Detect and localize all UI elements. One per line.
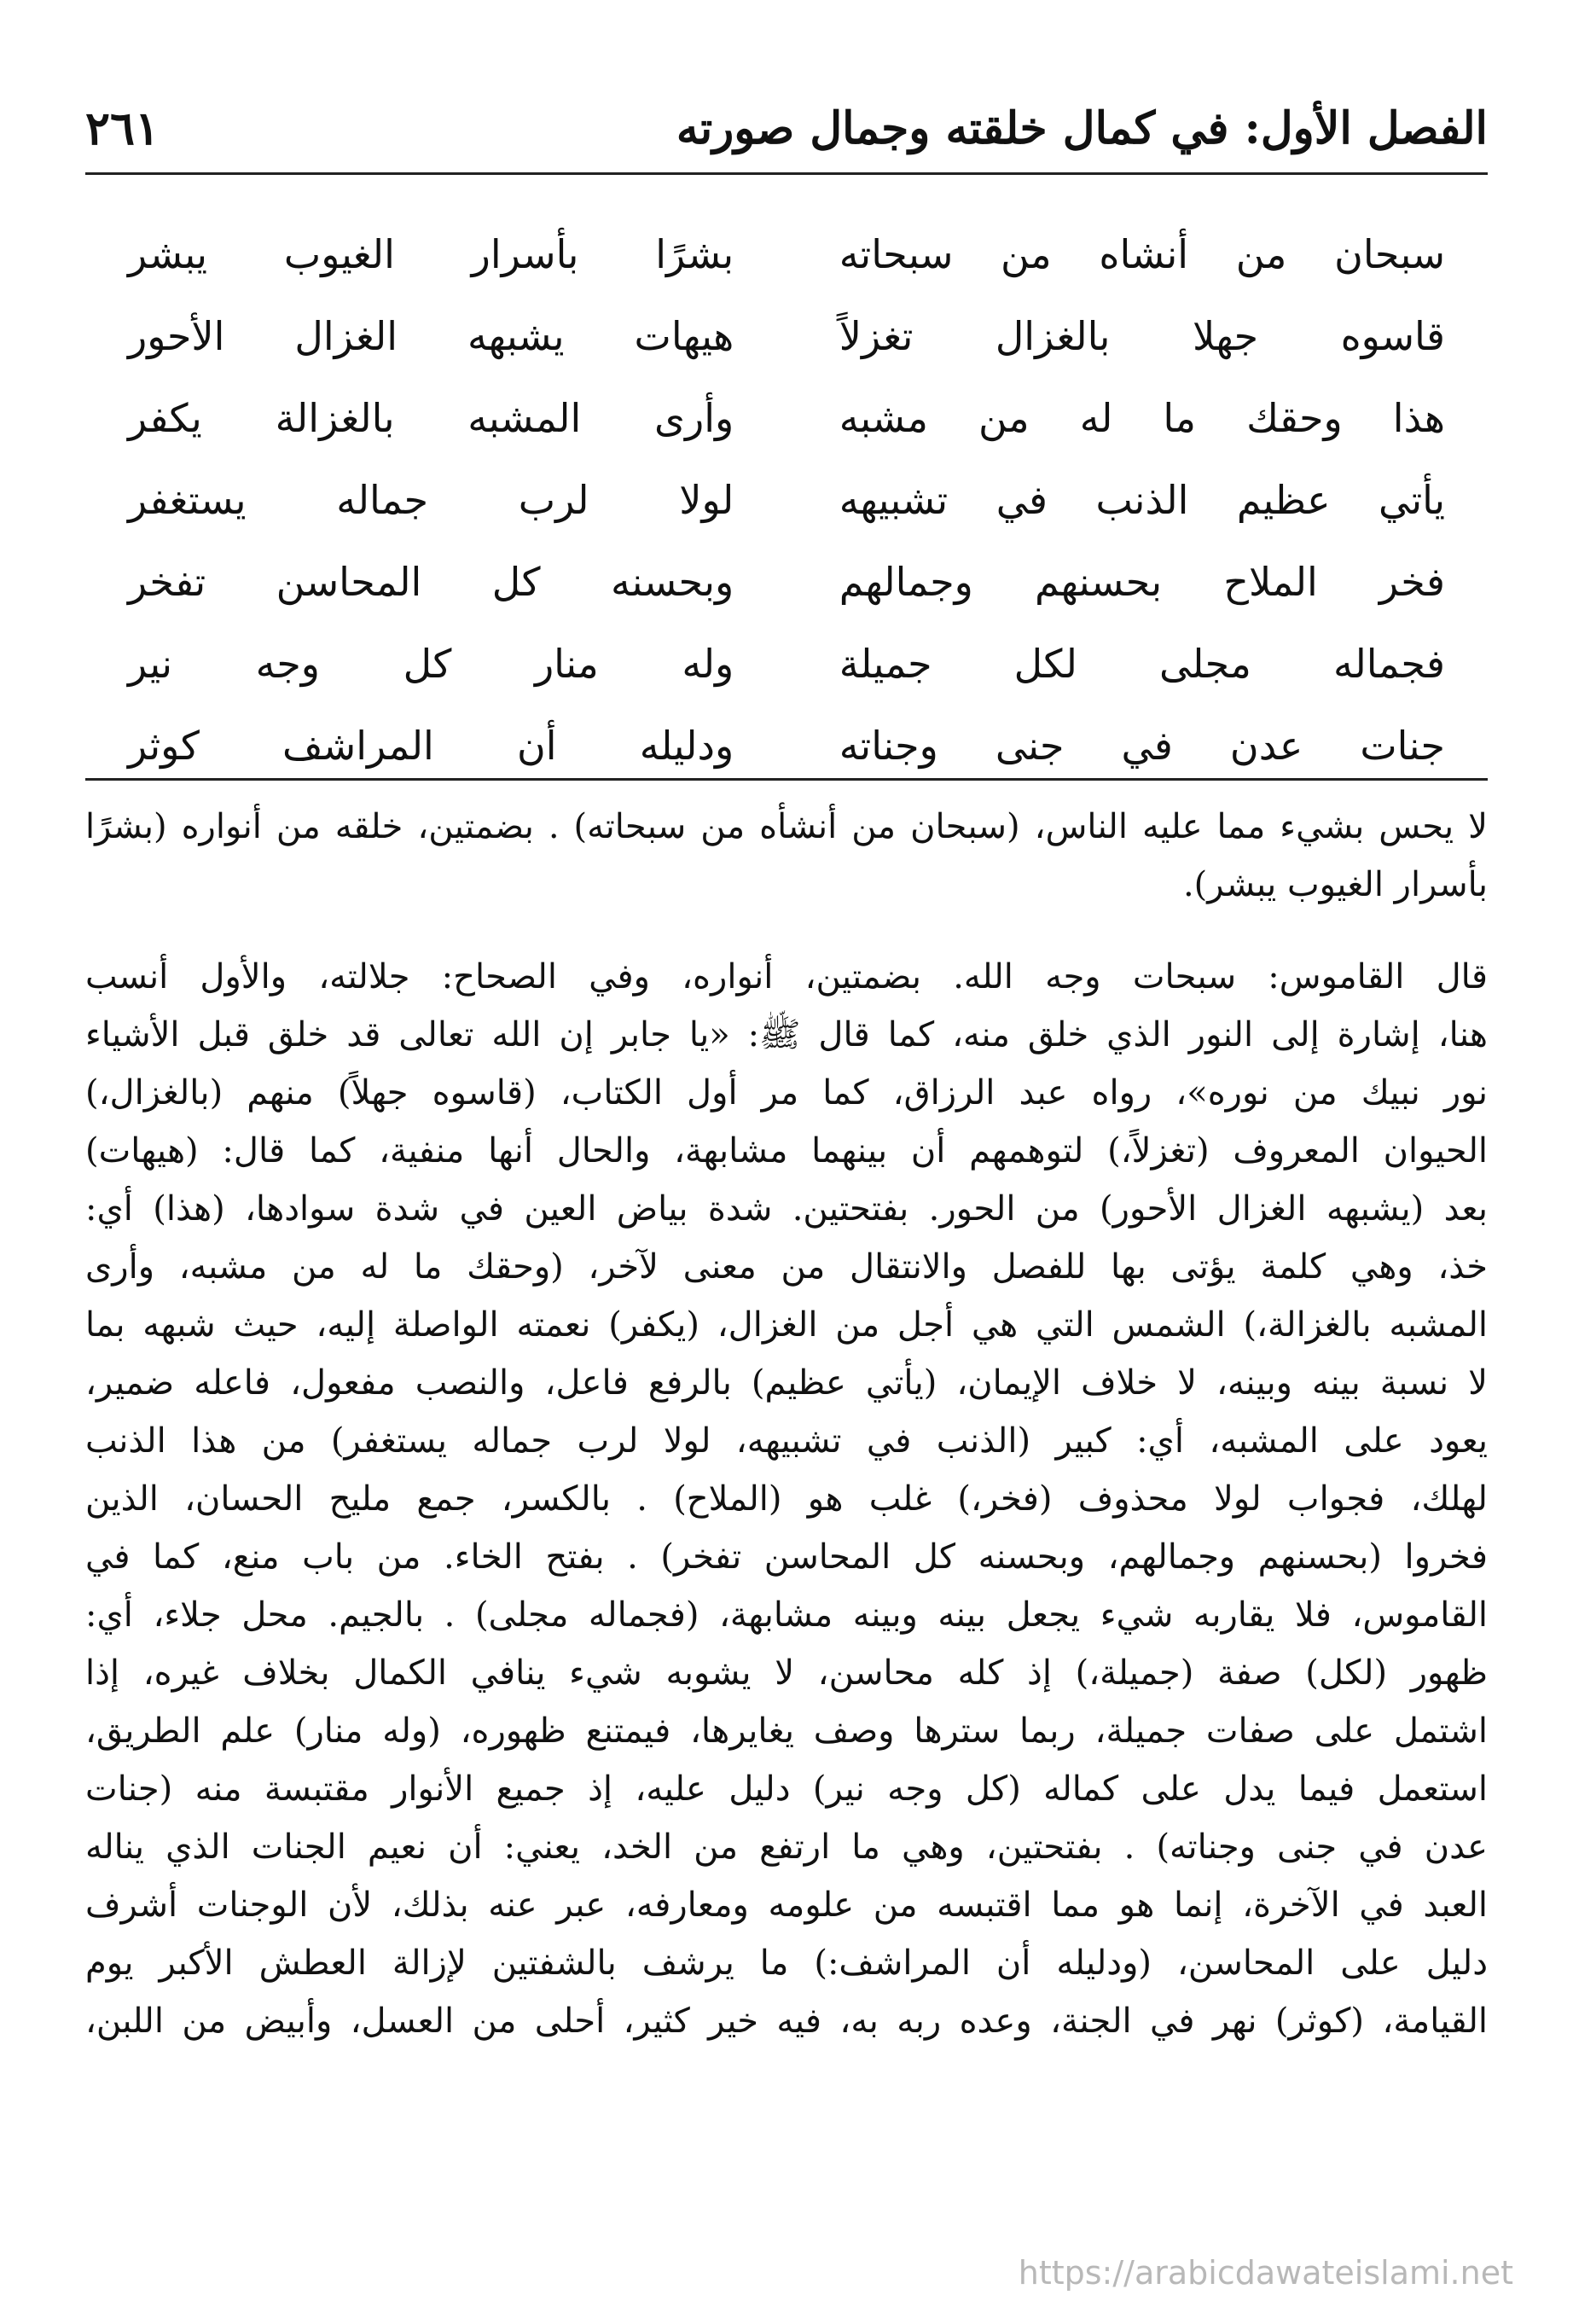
page-number: ٢٦١	[85, 101, 160, 155]
verse-second-hemistich: هيهات يشبهه الغزال الأحور	[128, 313, 734, 359]
verse-first-hemistich: يأتي عظيم الذنب في تشبيهه	[839, 477, 1445, 523]
text-line: دليل على المحاسن، (ودليله أن المراشف:) ما يرشف بالشفتين لإزالة العطش الأكبر يوم	[85, 1943, 1488, 1983]
poem-verse	[128, 213, 1445, 295]
poem-verse	[128, 541, 1445, 623]
text-line: بأسرار الغيوب يبشر).	[1182, 865, 1488, 904]
verse-second-hemistich: ودليله أن المراشف كوثر	[128, 723, 734, 769]
poem-verse	[128, 377, 1445, 459]
verse-second-hemistich: وبحسنه كل المحاسن تفخر	[128, 559, 734, 605]
separator-rule	[85, 778, 1488, 781]
poem	[128, 213, 1445, 787]
text-line: القيامة، (كوثر) نهر في الجنة، وعده ربه به، فيه خير كثير، أحلى من العسل، وأبيض من اللبن،	[85, 2002, 1488, 2041]
text-line: المشبه بالغزالة،) الشمس التي هي أجل من الغزال، (يكفر) نعمته الواصلة إليه، حيث شبهه بما	[85, 1305, 1488, 1345]
verse-first-hemistich: هذا وحقك ما له من مشبه	[839, 395, 1445, 441]
text-line: ظهور (لكل) صفة (جميلة،) إذ كله محاسن، لا يشوبه شيء ينافي الكمال بخلاف غيره، إذا	[85, 1653, 1488, 1693]
text-line: يعود على المشبه، أي: كبير (الذنب في تشبيهه، لولا لرب جماله يستغفر) من هذا الذنب	[85, 1421, 1488, 1461]
header-rule	[85, 172, 1488, 175]
verse-first-hemistich: قاسوه جهلا بالغزال تغزلاً	[839, 313, 1445, 359]
verse-first-hemistich: سبحان من أنشاه من سبحاته	[839, 231, 1445, 277]
commentary	[85, 798, 1488, 2050]
text-line: نور نبيك من نوره»، رواه عبد الرزاق، كما مر أول الكتاب، (قاسوه جهلاً) منهم (بالغزال،)	[85, 1073, 1488, 1113]
text-line: استعمل فيما يدل على كماله (كل وجه نير) دليل عليه، إذ جميع الأنوار مقتبسة منه (جنات	[85, 1769, 1488, 1809]
poem-verse	[128, 295, 1445, 377]
text-line: قال القاموس: سبحات وجه الله. بضمتين، أنواره، وفي الصحاح: جلالته، والأول أنسب	[85, 957, 1488, 996]
poem-verse	[128, 459, 1445, 541]
text-line: اشتمل على صفات جميلة، ربما سترها وصف يغايرها، فيمتنع ظهوره، (وله منار) علم الطريق،	[85, 1711, 1488, 1751]
text-line: العبد في الآخرة، إنما هو مما اقتبسه من علومه ومعارفه، عبر عنه بذلك، لأن الوجنات أشرف	[85, 1885, 1488, 1925]
verse-first-hemistich: فخر الملاح بحسنهم وجمالهم	[839, 559, 1445, 605]
page-header	[85, 90, 1488, 166]
commentary-paragraph	[85, 798, 1488, 914]
verse-first-hemistich: جنات عدن في جنى وجناته	[839, 723, 1445, 769]
text-line: خذ، وهي كلمة يؤتى بها للفصل والانتقال من معنى لآخر، (وحقك ما له من مشبه، وأرى	[85, 1247, 1488, 1287]
verse-second-hemistich: وله منار كل وجه نير	[128, 641, 734, 687]
verse-first-hemistich: فجماله مجلى لكل جميلة	[839, 641, 1445, 687]
verse-second-hemistich: لولا لرب جماله يستغفر	[128, 477, 734, 523]
text-line: الحيوان المعروف (تغزلاً،) لتوهمهم أن بينهما مشابهة، والحال أنها منفية، كما قال: (هيهات)	[85, 1131, 1488, 1171]
text-line: لهلك، فجواب لولا محذوف (فخر،) غلب هو (الملاح) . بالكسر، جمع مليح الحسان، الذين	[85, 1479, 1488, 1519]
text-line: القاموس، فلا يقاربه شيء يجعل بينه وبينه مشابهة، (فجماله مجلى) . بالجيم. محل جلاء، أي:	[85, 1595, 1488, 1635]
watermark-url: https://arabicdawateislami.net	[1018, 2254, 1513, 2292]
text-line: فخروا (بحسنهم وجمالهم، وبحسنه كل المحاسن تفخر) . بفتح الخاء. من باب منع، كما في	[85, 1537, 1488, 1577]
text-line: بعد (يشبهه الغزال الأحور) من الحور. بفتحتين. شدة بياض العين في شدة سوادها، (هذا) أي:	[85, 1189, 1488, 1229]
text-line: لا نسبة بينه وبينه، لا خلاف الإيمان، (يأتي عظيم) بالرفع فاعل، والنصب مفعول، فاعله ضمير،	[85, 1363, 1488, 1403]
poem-verse	[128, 705, 1445, 787]
poem-verse	[128, 623, 1445, 705]
commentary-paragraph	[85, 948, 1488, 2050]
verse-second-hemistich: وأرى المشبه بالغزالة يكفر	[128, 395, 734, 441]
verse-second-hemistich: بشرًا بأسرار الغيوب يبشر	[128, 231, 734, 277]
text-line: لا يحس بشيء مما عليه الناس، (سبحان من أنشأه من سبحاته) . بضمتين، خلقه من أنواره (بشرًا	[85, 807, 1488, 846]
chapter-title: الفصل الأول: في كمال خلقته وجمال صورته	[676, 102, 1488, 154]
text-line: عدن في جنى وجناته) . بفتحتين، وهي ما ارتفع من الخد، يعني: أن نعيم الجنات الذي يناله	[85, 1827, 1488, 1867]
text-line: هنا، إشارة إلى النور الذي خلق منه، كما قال ﷺ: «يا جابر إن الله تعالى قد خلق قبل الأشياء	[85, 1015, 1488, 1055]
